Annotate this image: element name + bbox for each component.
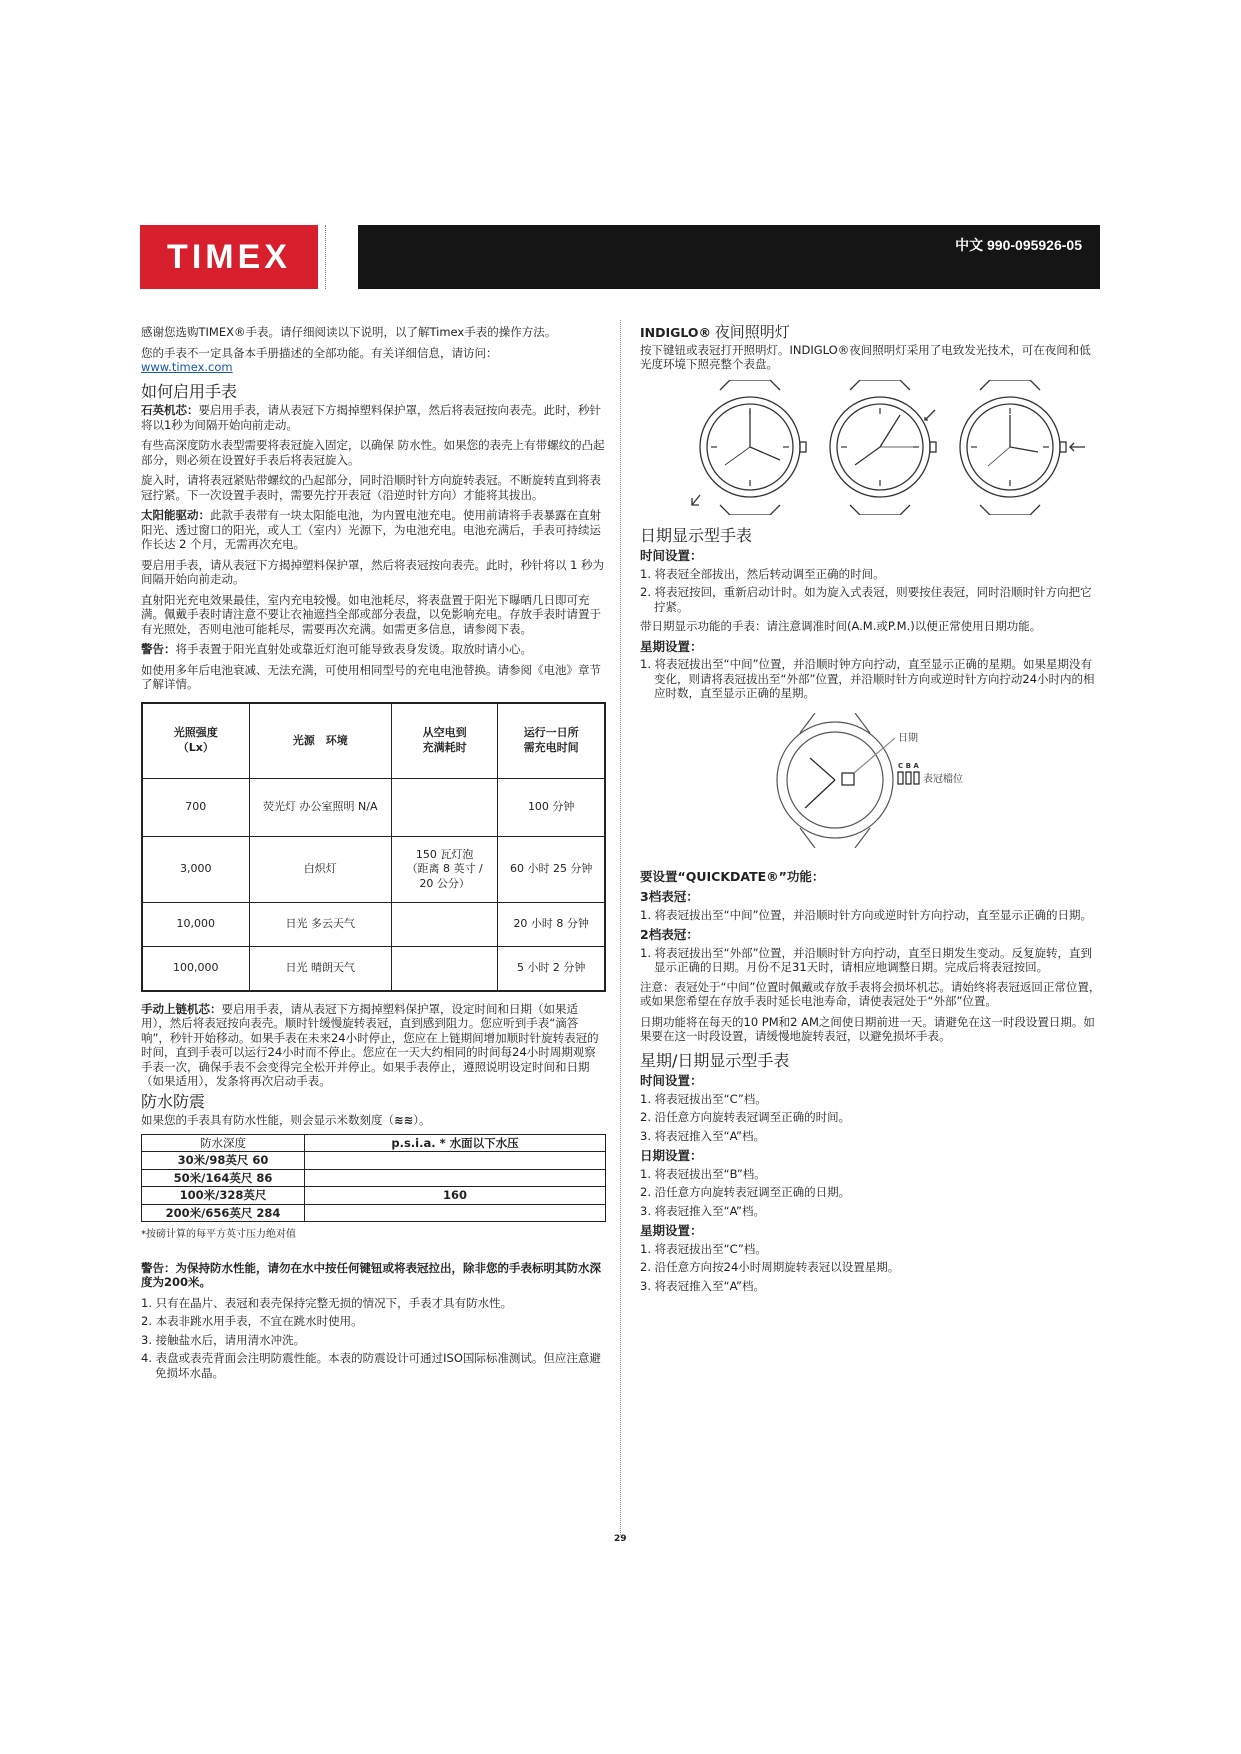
list-item: 1. 将表冠全部拔出，然后转动调至正确的时间。 [640, 566, 885, 581]
water-list [141, 1296, 606, 1381]
section-title-daydate: 星期/日期显示型手表 [640, 1050, 790, 1070]
weekday-list [640, 657, 1102, 701]
table-row [142, 1152, 606, 1170]
list-item: 2. 本表非跳水用手表，不宜在跳水时使用。 [141, 1314, 363, 1328]
water-table-header: 防水深度 [142, 1134, 305, 1152]
list-item: 3. 将表冠推入至“A”档。 [640, 1278, 765, 1293]
indiglo-watches-illustration [670, 380, 1090, 515]
list-item: 4. 表盘或表壳背面会注明防震性能。本表的防震设计可通过ISO国际标准测试。但应注意避免损坏水晶。 [141, 1351, 601, 1380]
section-title-start: 如何启用手表 [141, 381, 238, 401]
note-text: 注意：表冠处于“中间”位置时佩戴或存放手表将会损坏机芯。请始终将表冠返回正常位置，或如果您希望在存放手表时延长电池寿命，请使表冠处于“外部”位置。 [640, 979, 1101, 1008]
table-cell: 100 分钟 [498, 779, 605, 837]
indiglo-title-cn: 夜间照明灯 [714, 323, 790, 341]
table-cell: 700 [142, 779, 249, 837]
list-item: 1. 将表冠拔出至“中间”位置，并沿顺时钟方向拧动，直至显示正确的星期。如果星期没有变化，则请将表冠拔出至“外部”位置，并沿顺时针方向或逆时针方向拧动24小时内的相应时数，直至显示正确的星期。 [640, 657, 1095, 700]
table-cell: 3,000 [142, 837, 249, 903]
table-cell [305, 1204, 606, 1222]
light-table-header: 运行一日所 需充电时间 [498, 703, 605, 779]
table-cell: 荧光灯 办公室照明 N/A [249, 779, 391, 837]
crown3-heading: 3档表冠： [640, 889, 699, 904]
table-cell: 日光 多云天气 [249, 903, 391, 947]
table-cell: 200米/656英尺 284 [142, 1204, 305, 1222]
solar-label: 太阳能驱动： [141, 508, 210, 522]
table-cell [305, 1169, 606, 1187]
light-table-header: 光照强度 （Lx） [142, 703, 249, 779]
quartz-label: 石英机芯： [141, 403, 199, 417]
timex-link[interactable]: www.timex.com [141, 360, 233, 374]
section-title-water: 防水防震 [141, 1091, 206, 1111]
table-cell: 160 [305, 1187, 606, 1205]
manual-label: 手动上链机芯： [141, 1001, 222, 1016]
table-row [142, 1187, 606, 1205]
table-cell: 10,000 [142, 903, 249, 947]
table-cell: 日光 晴朗天气 [249, 947, 391, 991]
dd-time-list [640, 1092, 1102, 1144]
replace-battery-text: 如使用多年后电池衰减、无法充满，可使用相同型号的充电电池替换。请参阅《电池》章节了解详情。 [141, 662, 601, 691]
list-item: 2. 沿任意方向按24小时周期旋转表冠以设置星期。 [640, 1260, 900, 1274]
table-cell: 150 瓦灯泡 （距离 8 英寸 / 20 公分） [391, 837, 497, 903]
quartz-text: 要启用手表，请从表冠下方揭掉塑料保护罩，然后将表冠按向表壳。此时，秒针将以1秒为间隔开始向前走动。 [141, 403, 601, 432]
indiglo-text: 按下键钮或表冠打开照明灯。INDIGLO®夜间照明灯采用了电致发光技术，可在夜间和低光度环境下照亮整个表盘。 [640, 342, 1091, 371]
table-cell: 60 小时 25 分钟 [498, 837, 605, 903]
doc-code: 中文 990-095926-05 [955, 237, 1082, 253]
left-column [141, 325, 606, 1385]
list-item: 1. 将表冠拔出至“外部”位置，并沿顺时针方向拧动，直至日期发生变动。反复旋转，直到显示正确的日期。月份不足31天时，请相应地调整日期。完成后将表冠按回。 [640, 945, 1093, 974]
time-set-heading: 时间设置： [640, 548, 703, 563]
table-cell: 5 小时 2 分钟 [498, 947, 605, 991]
table-cell [391, 947, 497, 991]
date-watch-diagram [770, 713, 1070, 848]
table-cell: 50米/164英尺 86 [142, 1169, 305, 1187]
dd-day-list [640, 1242, 1102, 1294]
list-item: 2. 将表冠按回，重新启动计时。如为旋入式表冠，则要按住表冠，同时沿顺时针方向把它拧紧。 [640, 585, 1092, 614]
intro-text-2: 您的手表不一定具备本手册描述的全部功能。有关详细信息，请访问： [141, 345, 498, 360]
table-row [142, 779, 605, 837]
watch-3 [960, 380, 1085, 515]
dd-time-heading: 时间设置： [640, 1073, 703, 1088]
table-row [142, 1169, 606, 1187]
list-item: 2. 沿任意方向旋转表冠调至正确的时间。 [640, 1110, 851, 1124]
timex-logo [140, 225, 318, 289]
dd-date-list [640, 1167, 1102, 1219]
section-title-date: 日期显示型手表 [640, 525, 753, 545]
list-item: 1. 将表冠拔出至“B”档。 [640, 1166, 766, 1181]
list-item: 3. 接触盐水后，请用清水冲洗。 [141, 1332, 306, 1347]
weekday-set-heading: 星期设置： [640, 638, 703, 654]
table-cell: 20 小时 8 分钟 [498, 903, 605, 947]
warning-label: 警告： [141, 642, 176, 656]
water-table [141, 1134, 606, 1223]
page-number: 29 [614, 1534, 627, 1544]
table-cell: 30米/98英尺 60 [142, 1152, 305, 1170]
date-label: 日期 [898, 732, 918, 744]
right-column [640, 325, 1102, 1298]
list-item: 1. 将表冠拔出至“中间”位置，并沿顺时针方向或逆时针方向拧动，直至显示正确的日期。 [640, 907, 1093, 922]
dd-day-heading: 星期设置： [640, 1223, 703, 1238]
date-time-list [640, 567, 1102, 615]
crown3-list [640, 908, 1102, 923]
header-banner [358, 225, 1100, 289]
dd-date-heading: 日期设置： [640, 1148, 703, 1163]
date-function-note: 带日期显示功能的手表：请注意调准时间(A.M.或P.M.)以便正常使用日期功能。 [640, 619, 1042, 633]
table-cell [391, 779, 497, 837]
table-cell [391, 903, 497, 947]
manual-text: 要启用手表，请从表冠下方揭掉塑料保护罩，设定时间和日期（如果适用），然后将表冠按向表壳。顺时针缓慢旋转表冠，直到感到阻力。您应听到手表“滴答响”，秒针开始移动。如果手表在未来24小时停止，您应在上链期间增加顺时针旋转表冠的时间，直到手表可以运行24小时而不停止。您应在一天大约相同的时间每24小时周期观察手表一次，确保手表不会变得完全松开并停止。如果手表停止，遵照说明设定时间和日期（如果适用），发条将再次启动手表。 [141, 1001, 599, 1088]
light-table-header: 光源 环境 [249, 703, 391, 779]
deep-water-text: 有些高深度防水表型需要将表冠旋入固定，以确保 防水性。如果您的表壳上有带螺纹的凸起部分，则必须在设置好手表后将表冠旋入。 [141, 438, 605, 467]
crown-position-label: 表冠檔位 [923, 773, 963, 785]
indiglo-title-en: INDIGLO® [640, 325, 712, 340]
table-cell: 100米/328英尺 [142, 1187, 305, 1205]
water-warning: 警告：为保持防水性能，请勿在水中按任何键钮或将表冠拉出，除非您的手表标明其防水深度为200米。 [141, 1260, 601, 1289]
solar-start-text: 要启用手表，请从表冠下方揭掉塑料保护罩，然后将表冠按向表壳。此时，秒针将以 1 秒为间隔开始向前走动。 [141, 557, 605, 586]
crown2-heading: 2档表冠： [640, 927, 699, 942]
header-divider [325, 225, 326, 289]
screw-in-text: 旋入时，请将表冠紧贴带螺纹的凸起部分，同时沿顺时针方向旋转表冠。不断旋转直到将表冠拧紧。下一次设置手表时，需要先拧开表冠（沿逆时针方向）才能将其拔出。 [141, 473, 601, 502]
intro-text: 感谢您选购TIMEX®手表。请仔细阅读以下说明，以了解Timex手表的操作方法。 [141, 325, 557, 339]
water-intro: 如果您的手表具有防水性能，则会显示米数刻度（ [141, 1113, 394, 1127]
table-row [142, 1204, 606, 1222]
list-item: 3. 将表冠推入至“A”档。 [640, 1203, 765, 1218]
wave-icon: ≋≋ [394, 1113, 414, 1127]
list-item: 1. 只有在晶片、表冠和表壳保持完整无损的情况下，手表才具有防水性。 [141, 1295, 513, 1310]
list-item: 2. 沿任意方向旋转表冠调至正确的日期。 [640, 1185, 851, 1199]
table-row [142, 903, 605, 947]
table-row [142, 947, 605, 991]
solar-charge-text: 直射阳光充电效果最佳，室内充电较慢。如电池耗尽，将表盘置于阳光下曝晒几日即可充满。佩戴手表时请注意不要让衣袖遮挡全部或部分表盘，以免影响充电。存放手表时请置于有光照处，否则电池可能耗尽，需要再次充满。如需更多信息，请参阅下表。 [141, 592, 601, 636]
light-table [141, 702, 606, 992]
column-divider [620, 320, 621, 1535]
water-intro-end: ）。 [413, 1113, 431, 1127]
water-note: *按磅计算的每平方英寸压力绝对值 [141, 1229, 296, 1240]
water-table-header: p.s.i.a. * 水面以下水压 [305, 1134, 606, 1152]
table-cell: 白炽灯 [249, 837, 391, 903]
logo-text: TIMEX [167, 237, 291, 276]
date-advance-text: 日期功能将在每天的10 PM和2 AM之间使日期前进一天。请避免在这一时段设置日期。如果要在这一时段设置，请缓慢地旋转表冠，以避免损坏手表。 [640, 1014, 1095, 1043]
light-table-header: 从空电到 充满耗时 [391, 703, 497, 779]
table-row [142, 837, 605, 903]
list-item: 1. 将表冠拔出至“C”档。 [640, 1091, 767, 1106]
table-cell [305, 1152, 606, 1170]
warning-text: 将手表置于阳光直射处或靠近灯泡可能导致表身发烫。取放时请小心。 [175, 642, 532, 656]
quickdate-title: 要设置“QUICKDATE®”功能： [640, 868, 825, 884]
crown2-list [640, 946, 1102, 975]
cba-label: C B A [898, 761, 919, 770]
list-item: 1. 将表冠拔出至“C”档。 [640, 1241, 767, 1256]
table-cell: 100,000 [142, 947, 249, 991]
list-item: 3. 将表冠推入至“A”档。 [640, 1128, 765, 1143]
solar-text: 此款手表带有一块太阳能电池，为内置电池充电。使用前请将手表暴露在直射阳光、透过窗口的阳光，或人工（室内）光源下，为电池充电。电池充满后，手表可持续运作长达 2 个月，无需再次充电。 [141, 508, 601, 551]
